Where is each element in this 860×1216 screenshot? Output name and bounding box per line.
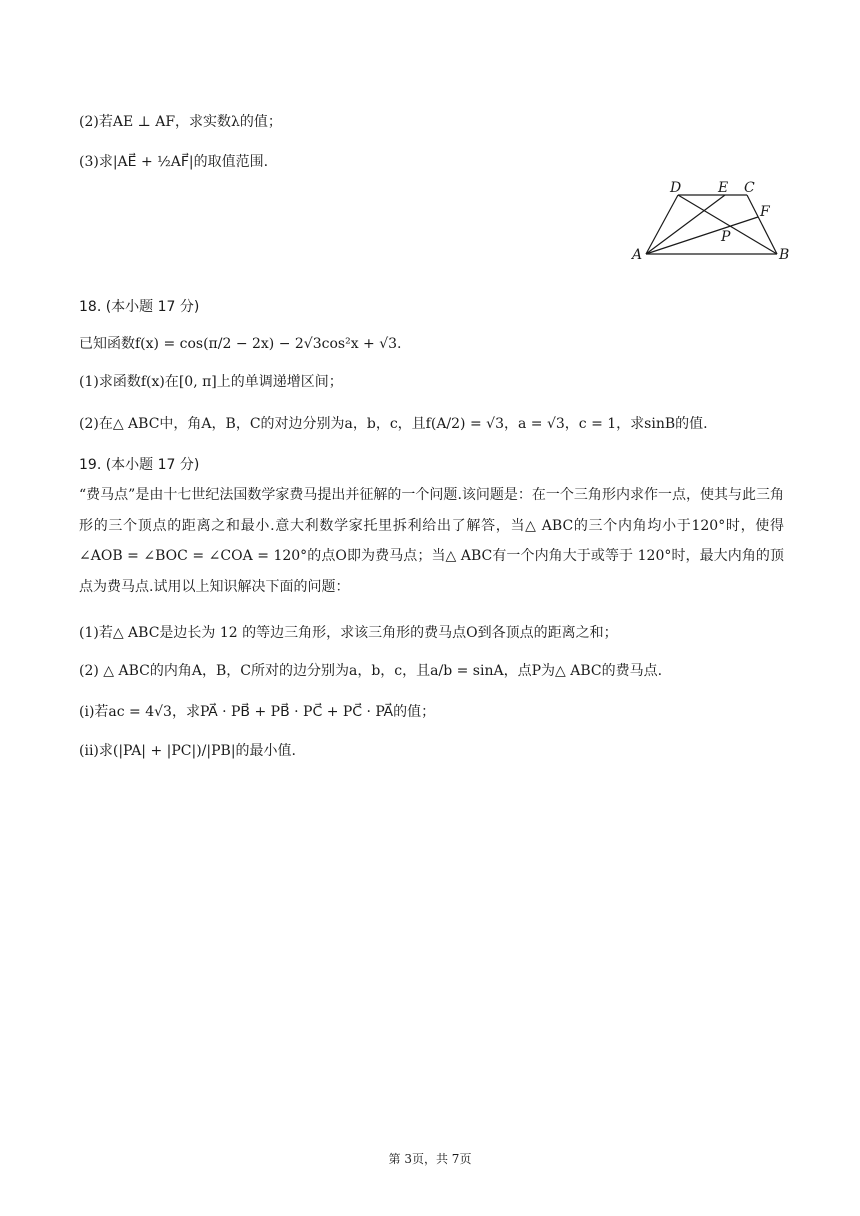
q19-part1: (1)若△ ABC是边长为 12 的等边三角形，求该三角形的费马点O到各顶点的距离之和； — [79, 625, 618, 641]
label-c: C — [744, 180, 755, 196]
q18-part2: (2)在△ ABC中，角A，B，C的对边分别为a，b，c，且f(A/2) = √3，a = √3，c = 1，求sinB的值. — [79, 416, 708, 432]
trapezoid-diagram — [632, 178, 797, 268]
q19-heading: 19. (本小题 17 分) — [79, 457, 200, 473]
q18-heading: 18. (本小题 17 分) — [79, 299, 200, 315]
q19-part2: (2) △ ABC的内角A，B，C所对的边分别为a，b，c，且a/b = sinA，点P为△ ABC的费马点. — [79, 663, 663, 679]
label-b: B — [779, 247, 790, 263]
q18-stem: 已知函数f(x) = cos(π/2 − 2x) − 2√3cos²x + √3. — [79, 336, 402, 352]
label-a: A — [632, 247, 643, 263]
label-d: D — [670, 180, 682, 196]
trapezoid-figure — [632, 178, 797, 268]
q17-part2: (2)若AE ⊥ AF，求实数λ的值； — [79, 114, 282, 130]
label-p: P — [721, 229, 731, 245]
q17-part3: (3)求|AE⃗ + ½AF⃗|的取值范围. — [79, 154, 269, 170]
q18-part1: (1)求函数f(x)在[0, π]上的单调递增区间； — [79, 374, 343, 390]
segment-ae — [646, 195, 725, 254]
q19-part2ii: (ii)求(|PA| + |PC|)/|PB|的最小值. — [79, 743, 296, 759]
page-footer: 第 3页，共 7页 — [388, 1152, 472, 1166]
q19-intro: “费马点”是由十七世纪法国数学家费马提出并征解的一个问题.该问题是：在一个三角形内求作一点，使其与此三角形的三个顶点的距离之和最小.意大利数学家托里拆利给出了解答，当△ ABC的三个内角均小于120°时，使得∠AOB = ∠BOC = ∠COA = 120°的点O即为费马点；当△ ABC有一个内角大于或等于 120°时，最大内角的顶点为费马点.试用以上知识解决下面的问题： — [79, 487, 784, 595]
label-e: E — [718, 180, 729, 196]
label-f: F — [760, 204, 770, 220]
q19-part2i: (i)若ac = 4√3，求PA⃗ · PB⃗ + PB⃗ · PC⃗ + PC⃗ · PA⃗的值； — [79, 704, 436, 720]
